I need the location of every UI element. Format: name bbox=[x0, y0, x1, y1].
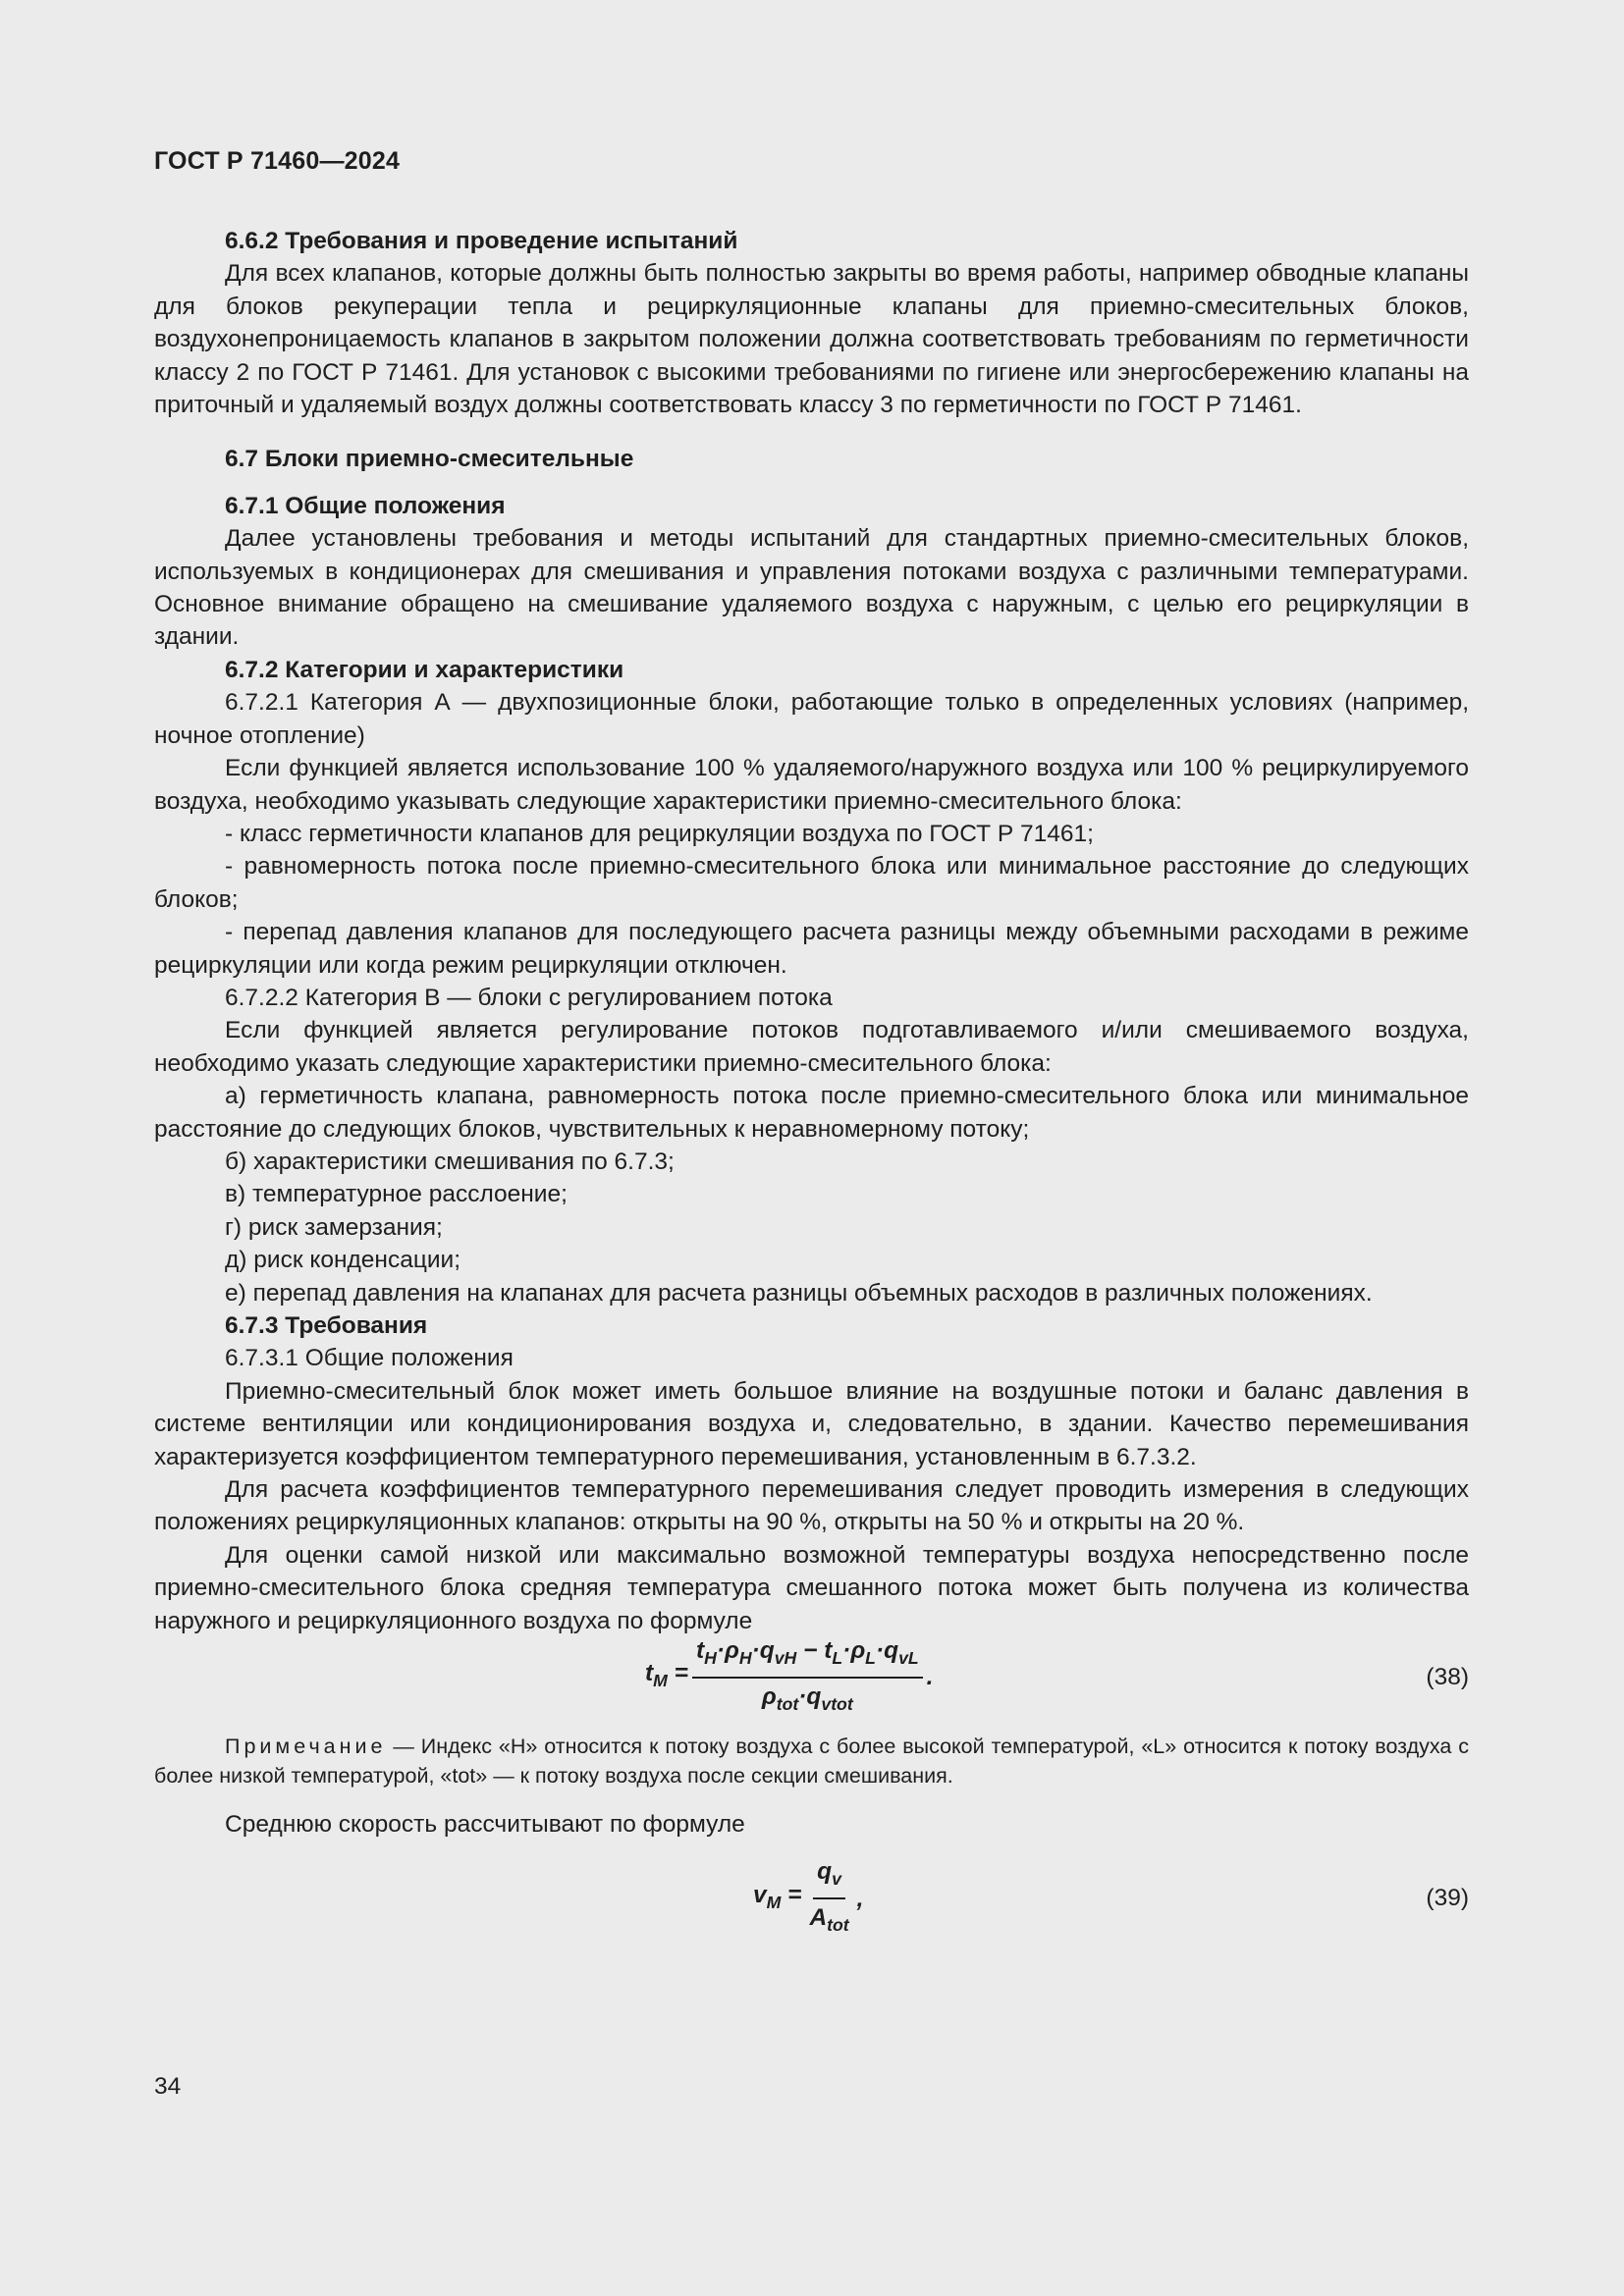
formula-38-expression: $t_M$ = $\frac{t_H\cdot\rho_H\cdot q_{vH} - t_L\cdot\rho_L\cdot q_{vL}}{\rho_{tot}\cdot q_{vtot}}$ . bbox=[645, 1641, 933, 1714]
list-item: г) риск замерзания; bbox=[225, 1213, 443, 1241]
note-text: — Индекс «H» относится к потоку воздуха с более высокой температурой, «L» относится к потоку воздуха с более низкой температурой, «tot» — к потоку воздуха после секции смешивания. bbox=[154, 1735, 1469, 1789]
section-heading-6-7-3: 6.7.3 Требования bbox=[225, 1312, 428, 1339]
note bbox=[154, 1732, 1469, 1790]
list-item: в) температурное расслоение; bbox=[225, 1181, 568, 1208]
formula-39-expression: $v_M$ = $\frac{q_v}{A_{tot}}$ , bbox=[753, 1862, 863, 1935]
list-item: д) риск конденсации; bbox=[225, 1247, 461, 1274]
list-item: е) перепад давления на клапанах для расчета разницы объемных расходов в различных положениях. bbox=[225, 1279, 1373, 1307]
paragraph-6-7-3-1: 6.7.3.1 Общие положения bbox=[225, 1345, 514, 1372]
paragraph-6-7-2-1-intro: Если функцией является использование 100 % удаляемого/наружного воздуха или 100 % рециркулируемого воздуха, необходимо указывать следующие характеристики приемно-смесительного блока: bbox=[154, 755, 1469, 815]
paragraph-avg-speed: Среднюю скорость рассчитывают по формуле bbox=[225, 1811, 745, 1839]
section-heading-6-7: 6.7 Блоки приемно-смесительные bbox=[225, 446, 634, 473]
section-heading-6-6-2: 6.6.2 Требования и проведение испытаний bbox=[225, 228, 738, 254]
formula-38-number: (38) bbox=[1426, 1664, 1469, 1691]
paragraph-6-7-3-1-body: Для оценки самой низкой или максимально возможной температуры воздуха непосредственно после приемно-смесительного блока средняя температура смешанного потока может быть получена из количества наружного и рециркуляционного воздуха по формуле bbox=[154, 1541, 1469, 1634]
paragraph-6-7-3-1-body: Для расчета коэффициентов температурного перемешивания следует проводить измерения в следующих положениях рециркуляционных клапанов: открыты на 90 %, открыты на 50 % и открыты на 20 %. bbox=[154, 1476, 1469, 1536]
document-code-header: ГОСТ Р 71460—2024 bbox=[154, 147, 401, 175]
paragraph-6-7-2-1: 6.7.2.1 Категория А — двухпозиционные блоки, работающие только в определенных условиях (например, ночное отопление) bbox=[154, 689, 1469, 749]
formula-39 bbox=[154, 1858, 1469, 1936]
page-number: 34 bbox=[154, 2073, 182, 2100]
formula-39-number: (39) bbox=[1426, 1885, 1469, 1912]
section-heading-6-7-1: 6.7.1 Общие положения bbox=[225, 492, 506, 519]
formula-38 bbox=[154, 1636, 1469, 1714]
section-heading-6-7-2: 6.7.2 Категории и характеристики bbox=[225, 656, 624, 683]
note-label: Примечание bbox=[225, 1735, 387, 1759]
list-item: - равномерность потока после приемно-смесительного блока или минимальное расстояние до следующих блоков; bbox=[154, 853, 1469, 913]
paragraph-6-7-2-2-intro: Если функцией является регулирование потоков подготавливаемого и/или смешиваемого воздуха, необходимо указать следующие характеристики приемно-смесительного блока: bbox=[154, 1017, 1469, 1077]
document-body bbox=[154, 225, 1469, 1935]
paragraph-6-7-2-2: 6.7.2.2 Категория В — блоки с регулированием потока bbox=[225, 984, 833, 1011]
list-item: б) характеристики смешивания по 6.7.3; bbox=[225, 1148, 675, 1175]
paragraph-6-6-2: Для всех клапанов, которые должны быть полностью закрыты во время работы, например обводные клапаны для блоков рекуперации тепла и рециркуляционные клапаны для приемно-смесительных блоков, воздухонепроницаемость клапанов в закрытом положении должна соответствовать требованиям по герметичности классу 2 по ГОСТ Р 71461. Для установок с высокими требованиями по гигиене или энергосбережению клапаны на приточный и удаляемый воздух должны соответствовать классу 3 по герметичности по ГОСТ Р 71461. bbox=[154, 260, 1469, 419]
list-item: - перепад давления клапанов для последующего расчета разницы между объемными расходами в режиме рециркуляции или когда режим рециркуляции отключен. bbox=[154, 919, 1469, 979]
list-item: а) герметичность клапана, равномерность потока после приемно-смесительного блока или минимальное расстояние до следующих блоков, чувствительных к неравномерному потоку; bbox=[154, 1083, 1469, 1143]
list-item: - класс герметичности клапанов для рециркуляции воздуха по ГОСТ Р 71461; bbox=[225, 820, 1094, 847]
paragraph-6-7-3-1-body: Приемно-смесительный блок может иметь большое влияние на воздушные потоки и баланс давления в системе вентиляции или кондиционирования воздуха и, следовательно, в здании. Качество перемешивания характеризуется коэффициентом температурного перемешивания, установленным в 6.7.3.2. bbox=[154, 1377, 1469, 1470]
paragraph-6-7-1: Далее установлены требования и методы испытаний для стандартных приемно-смесительных блоков, используемых в кондиционерах для смешивания и управления потоками воздуха с различными температурами. Основное внимание обращено на смешивание удаляемого воздуха с наружным, с целью его рециркуляции в здании. bbox=[154, 525, 1469, 651]
